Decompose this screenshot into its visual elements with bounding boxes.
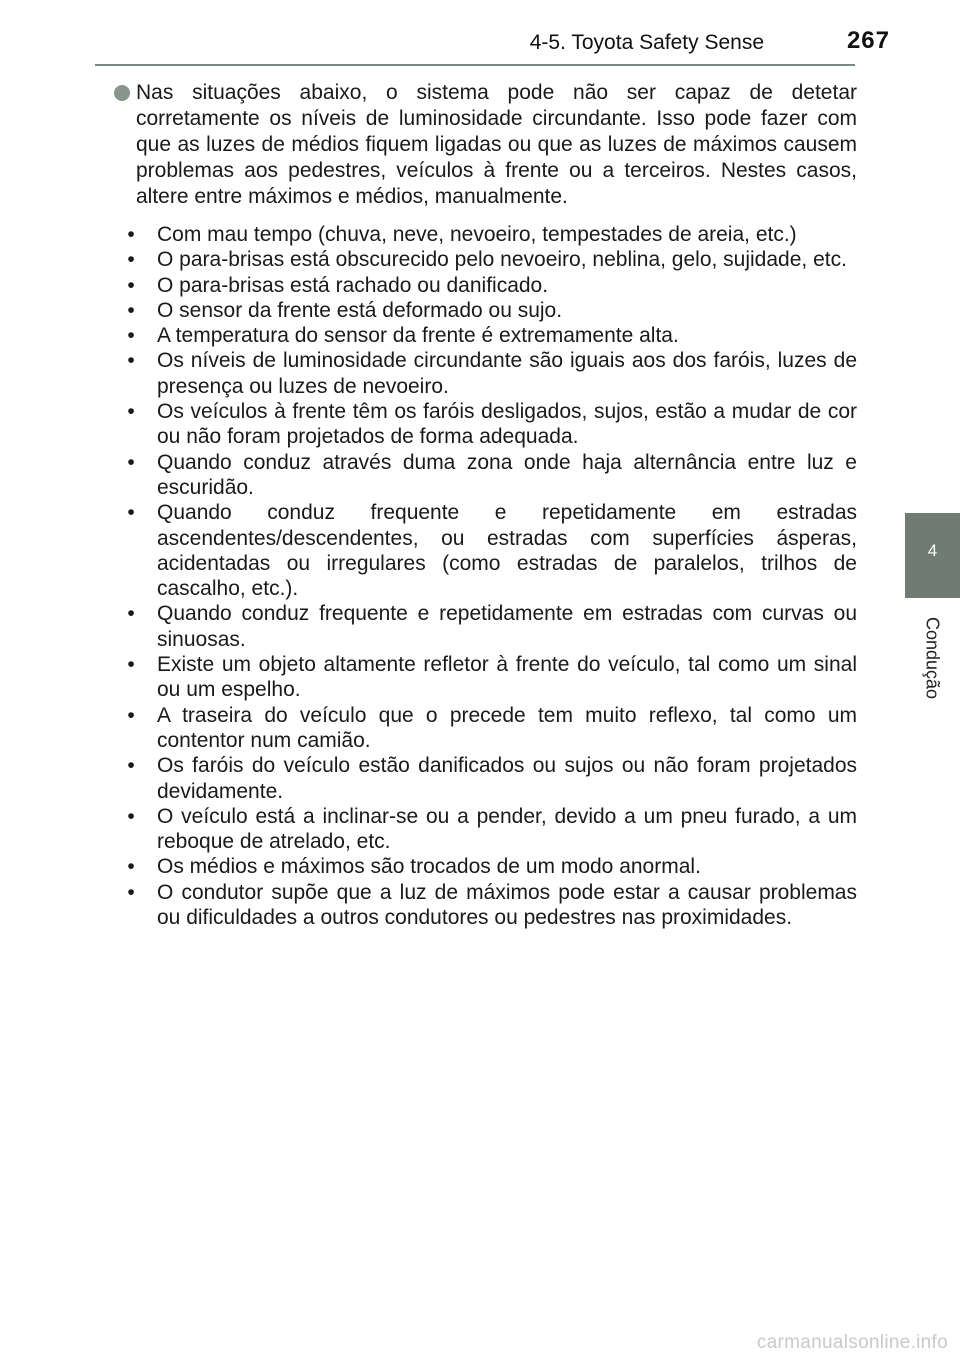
bullet-icon: •	[127, 298, 135, 322]
header-divider	[95, 64, 855, 66]
note-paragraph	[112, 80, 857, 210]
list-item	[112, 703, 857, 754]
list-item	[112, 880, 857, 931]
bullet-icon: •	[127, 880, 135, 904]
circle-bullet-icon	[114, 85, 130, 101]
list-item	[112, 399, 857, 450]
list-item	[112, 450, 857, 501]
list-item	[112, 652, 857, 703]
list-item-text: Existe um objeto altamente refletor à frente do veículo, tal como um sinal ou um espelho.	[157, 653, 857, 702]
list-item-text: Os faróis do veículo estão danificados ou sujos ou não foram projetados devidamente.	[157, 754, 857, 803]
list-item	[112, 500, 857, 601]
bullet-icon: •	[127, 501, 135, 525]
chapter-label-area	[905, 598, 960, 718]
list-item-text: A temperatura do sensor da frente é extremamente alta.	[157, 324, 679, 348]
bullet-icon: •	[127, 273, 135, 297]
bullet-icon: •	[127, 804, 135, 828]
chapter-number: 4	[927, 541, 938, 560]
list-item	[112, 273, 857, 298]
watermark: carmanualsonline.info	[756, 1332, 948, 1353]
list-item-text: O condutor supõe que a luz de máximos pode estar a causar problemas ou dificuldades a outros condutores ou pedestres nas proximidades.	[157, 880, 857, 930]
list-item-text: O para-brisas está rachado ou danificado.	[157, 273, 549, 297]
bullet-icon: •	[127, 223, 135, 246]
list-item-text: O para-brisas está obscurecido pelo nevoeiro, neblina, gelo, sujidade, etc.	[157, 248, 847, 272]
list-item-text: O sensor da frente está deformado ou sujo.	[157, 298, 563, 322]
list-item	[112, 247, 857, 272]
list-item	[112, 348, 857, 399]
page-content	[112, 80, 857, 930]
note-text: Nas situações abaixo, o sistema pode não ser capaz de detetar corretamente os níveis de luminosidade circundante. Isso pode fazer com que as luzes de médios fiquem ligadas ou que as luzes de máximos causem problemas aos pedestres, veículos à frente ou a terceiros. Nestes casos, altere entre máximos e médios, manualmente.	[136, 81, 857, 208]
list-item	[112, 753, 857, 804]
list-item	[112, 854, 857, 879]
chapter-tab	[905, 513, 960, 598]
list-item-text: Quando conduz através duma zona onde haja alternância entre luz e escuridão.	[157, 450, 857, 499]
section-title: 4-5. Toyota Safety Sense	[529, 31, 764, 54]
page-number: 267	[846, 27, 890, 54]
chapter-label: Condução	[922, 616, 943, 700]
bullet-icon: •	[127, 450, 135, 474]
bullet-icon: •	[127, 653, 135, 677]
list-item-text: O veículo está a inclinar-se ou a pender, devido a um pneu furado, a um reboque de atrelado, etc.	[157, 804, 857, 854]
bullet-icon: •	[127, 248, 135, 272]
list-item	[112, 222, 857, 247]
situation-list	[112, 222, 857, 930]
bullet-icon: •	[127, 602, 135, 626]
list-item-text: Os veículos à frente têm os faróis desligados, sujos, estão a mudar de cor ou não foram projetados de forma adequada.	[157, 400, 857, 449]
list-item	[112, 298, 857, 323]
list-item-text: Os níveis de luminosidade circundante são iguais aos dos faróis, luzes de presença ou luzes de nevoeiro.	[157, 349, 857, 398]
bullet-icon: •	[127, 754, 135, 778]
list-item-text: Os médios e máximos são trocados de um modo anormal.	[157, 855, 701, 879]
list-item-text: A traseira do veículo que o precede tem muito reflexo, tal como um contentor num camião.	[157, 703, 857, 752]
list-item	[112, 323, 857, 348]
bullet-icon: •	[127, 400, 135, 424]
list-item	[112, 601, 857, 652]
bullet-icon: •	[127, 324, 135, 348]
list-item-text: Quando conduz frequente e repetidamente em estradas com curvas ou sinuosas.	[157, 602, 857, 651]
bullet-icon: •	[127, 703, 135, 727]
bullet-icon: •	[127, 349, 135, 373]
bullet-icon: •	[127, 855, 135, 879]
list-item-text: Com mau tempo (chuva, neve, nevoeiro, tempestades de areia, etc.)	[157, 223, 797, 246]
list-item-text: Quando conduz frequente e repetidamente em estradas ascendentes/descendentes, ou estradas com superfícies ásperas, acidentadas ou irregulares (como estradas de paralelos, trilhos de cascalho, etc.).	[157, 501, 857, 601]
list-item	[112, 804, 857, 855]
page-header	[0, 0, 960, 70]
